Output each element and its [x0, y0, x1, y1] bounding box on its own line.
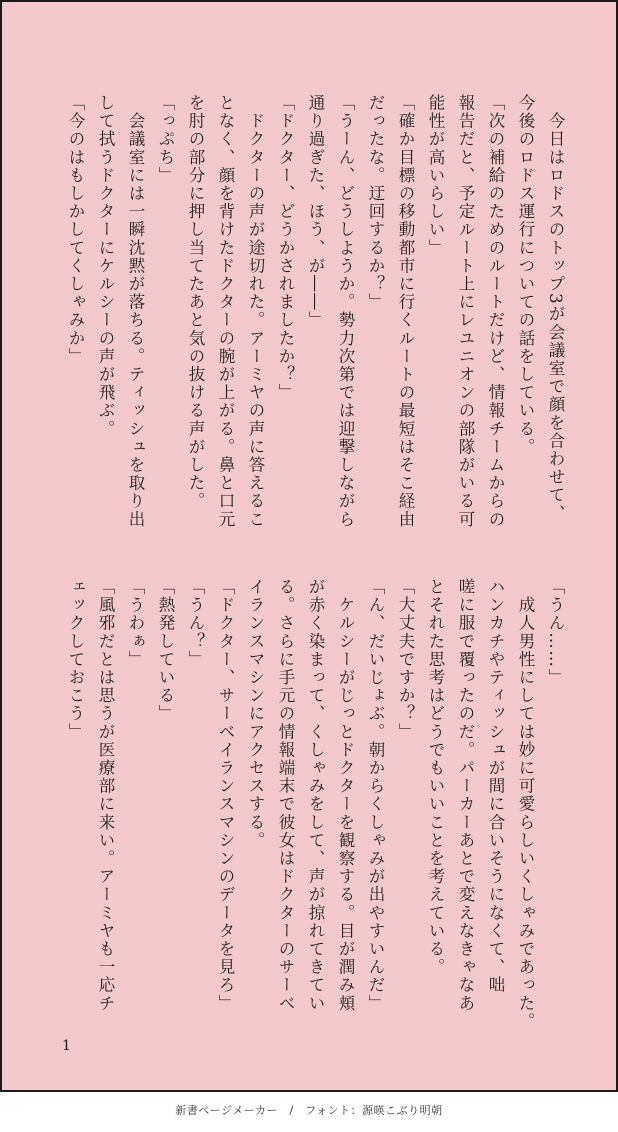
text-line: 「ドクター、どうかされましたか？」	[276, 94, 295, 402]
text-line: 今後のロドス運行についての話をしている。	[516, 94, 535, 456]
text-line: 通り過ぎた、ほう、が――」	[306, 94, 325, 330]
text-line: ェックしておこう」	[66, 578, 85, 741]
text-line: 報告だと、予定ルート上にレユニオンの部隊がいる可	[456, 94, 475, 529]
text-line: 「うん？」	[186, 578, 205, 669]
text-block-bottom	[50, 578, 570, 1031]
text-line: 「大丈夫ですか？」	[396, 578, 415, 741]
text-line: ハンカチやティッシュが間に合いそうになくて、咄	[486, 578, 505, 995]
footer-credit: 新書ページメーカー / フォント：源暎こぶり明朝	[175, 1104, 443, 1117]
text-line: 「ドクター、サーベイランスマシンのデータを見ろ」	[216, 578, 235, 1013]
text-block-top	[50, 94, 570, 529]
text-line: イランスマシンにアクセスする。	[246, 578, 265, 850]
text-line: 「今のはもしかしてくしゃみか」	[66, 94, 85, 366]
text-line: 成人男性にしては妙に可愛らしいくしゃみであった。	[516, 578, 535, 1031]
text-line: 「熱発している」	[156, 578, 175, 723]
text-line: る。さらに手元の情報端末で彼女はドクターのサーベ	[276, 578, 295, 1013]
text-line: 「うわぁ」	[126, 578, 145, 669]
text-line: 「次の補給のためのルートだけど、情報チームからの	[486, 94, 505, 529]
text-line: を肘の部分に押し当てたあと気の抜ける声がした。	[186, 94, 205, 511]
text-line: 嗟に服で覆ったのだ。パーカーあとで変えなきゃなあ	[456, 578, 475, 1013]
text-line: 「確か目標の移動都市に行くルートの最短はそこ経由	[396, 94, 415, 529]
text-line: だったな。迂回するか？」	[366, 94, 385, 312]
text-line: とそれた思考はどうでもいいことを考えている。	[426, 578, 445, 977]
text-line: となく、顔を背けたドクターの腕が上がる。鼻と口元	[216, 94, 235, 529]
text-line: が赤く染まって、くしゃみをして、声が掠れてきてい	[306, 578, 325, 1013]
text-line: 「ん、だいじょぶ。朝からくしゃみが出やすいんだ」	[366, 578, 385, 1013]
text-line: ケルシーがじっとドクターを観察する。目が潤み頬	[336, 578, 355, 1013]
text-line: 「っぷち」	[156, 94, 175, 185]
text-line: 「うん……」	[546, 578, 565, 687]
text-line: ドクターの声が途切れた。アーミヤの声に答えるこ	[246, 94, 265, 529]
text-line: 「うーん、どうしようか。勢力次第では迎撃しながら	[336, 94, 355, 529]
text-line: 今日はロドスのトップ3が会議室で顔を合わせて、	[546, 94, 565, 523]
page-number: 1	[62, 1038, 71, 1054]
text-line: 「風邪だとは思うが医療部に来い。アーミヤも一応チ	[96, 578, 115, 1013]
text-line: して拭うドクターにケルシーの声が飛ぶ。	[96, 94, 115, 438]
text-line: 能性が高いらしい」	[426, 94, 445, 257]
text-line: 会議室には一瞬沈黙が落ちる。ティッシュを取り出	[126, 94, 145, 529]
